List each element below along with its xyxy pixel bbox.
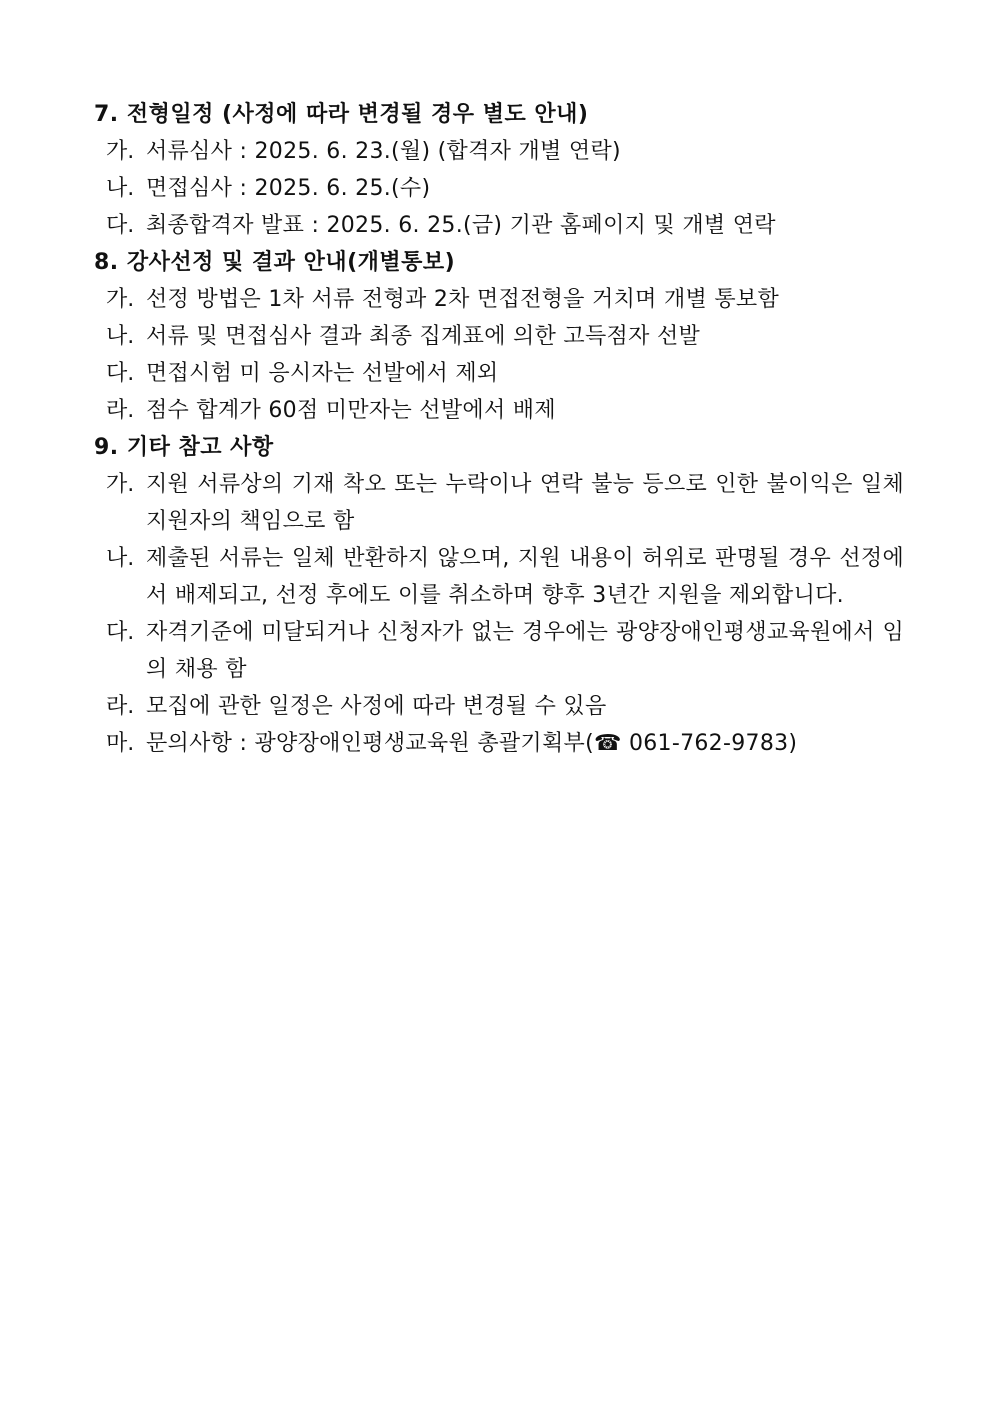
list-item [94,170,904,207]
item-text: 선정 방법은 1차 서류 전형과 2차 면접전형을 거치며 개별 통보함 [146,287,780,312]
item-text: 최종합격자 발표 : 2025. 6. 25.(금) 기관 홈페이지 및 개별 연락 [146,213,776,238]
item-text: 서류 및 면접심사 결과 최종 집계표에 의한 고득점자 선발 [146,324,701,349]
section-heading: 7. 전형일정 (사정에 따라 변경될 경우 별도 안내) [94,102,589,127]
list-item [94,466,904,540]
list-item [94,725,904,762]
list-item [94,207,904,244]
item-marker: 라. [106,398,135,423]
list-item [94,355,904,392]
item-marker: 나. [106,546,135,571]
list-item [94,614,904,688]
item-marker: 가. [106,139,135,164]
section-selection [94,244,904,429]
item-text: 지원 서류상의 기재 착오 또는 누락이나 연락 불능 등으로 인한 불이익은 일체 지원자의 책임으로 함 [146,472,904,534]
item-text: 제출된 서류는 일체 반환하지 않으며, 지원 내용이 허위로 판명될 경우 선정에서 배제되고, 선정 후에도 이를 취소하며 향후 3년간 지원을 제외합니다. [146,546,904,608]
item-text: 문의사항 : 광양장애인평생교육원 총괄기획부(☎ 061-762-9783) [146,731,798,756]
item-marker: 가. [106,287,135,312]
item-text: 면접심사 : 2025. 6. 25.(수) [146,176,431,201]
item-text: 점수 합계가 60점 미만자는 선발에서 배제 [146,398,556,423]
list-item [94,392,904,429]
item-text: 면접시험 미 응시자는 선발에서 제외 [146,361,499,386]
item-marker: 나. [106,324,135,349]
list-item [94,133,904,170]
list-item [94,540,904,614]
item-text: 모집에 관한 일정은 사정에 따라 변경될 수 있음 [146,694,607,719]
item-text: 서류심사 : 2025. 6. 23.(월) (합격자 개별 연락) [146,139,621,164]
list-item [94,318,904,355]
section-heading: 8. 강사선정 및 결과 안내(개별통보) [94,250,456,275]
item-marker: 나. [106,176,135,201]
list-item [94,688,904,725]
section-schedule [94,96,904,244]
item-marker: 다. [106,620,135,645]
list-item [94,281,904,318]
item-marker: 가. [106,472,135,497]
document-body [94,96,904,762]
item-text: 자격기준에 미달되거나 신청자가 없는 경우에는 광양장애인평생교육원에서 임의 채용 함 [146,620,904,682]
section-notes [94,429,904,762]
item-marker: 마. [106,731,135,756]
item-marker: 다. [106,361,135,386]
item-marker: 다. [106,213,135,238]
item-marker: 라. [106,694,135,719]
section-heading: 9. 기타 참고 사항 [94,435,274,460]
